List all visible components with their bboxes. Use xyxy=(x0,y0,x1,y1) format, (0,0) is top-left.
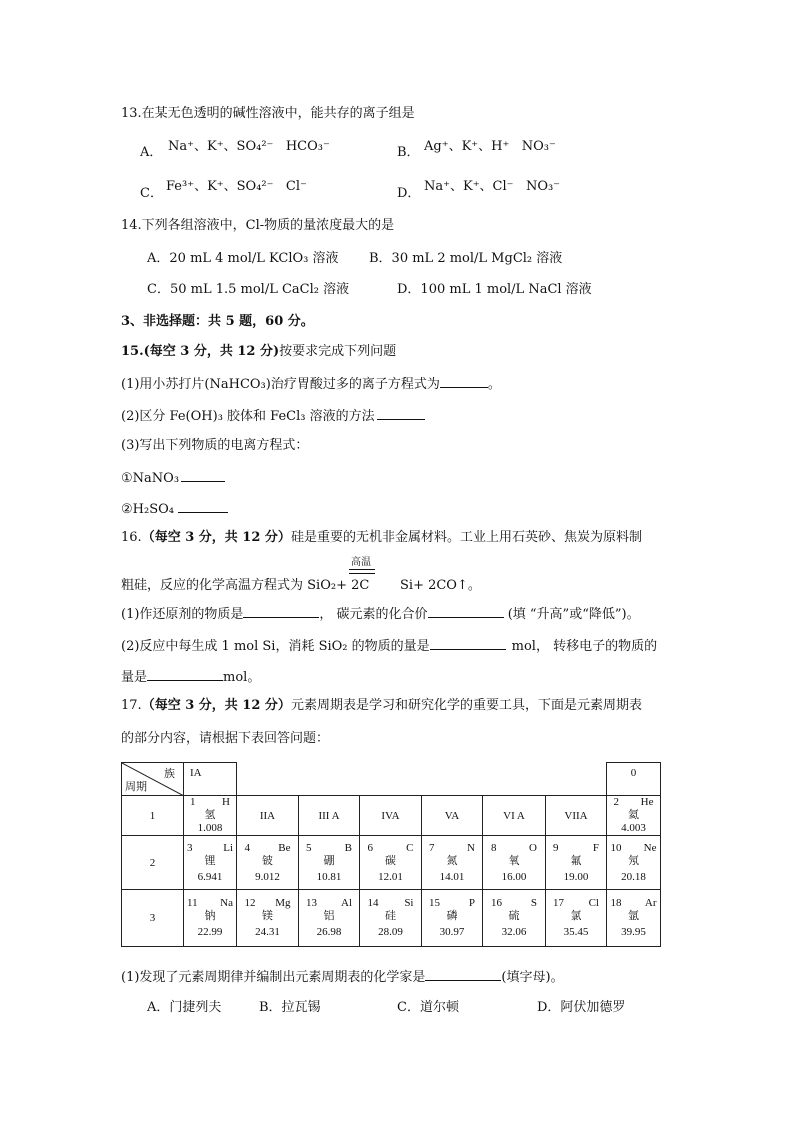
q17-intro-2: 的部分内容，请根据下表回答问题： xyxy=(121,731,330,746)
q16-score: （每空 3 分，共 12 分） xyxy=(141,530,291,545)
corner-period-label: 周期 xyxy=(125,781,147,793)
q13-option-b[interactable] xyxy=(397,145,420,161)
period-3: 3 xyxy=(122,890,184,947)
q14-stem: 14.下列各组溶液中，Cl-物质的量浓度最大的是 xyxy=(121,218,395,233)
group-header-via: VI A xyxy=(483,796,546,836)
group-header-iia: IIA xyxy=(237,796,299,836)
q15-part1: (1)用小苏打片(NaHCO₃)治疗胃酸过多的离子方程式为 。 xyxy=(121,377,501,392)
group-header-va: VA xyxy=(422,796,483,836)
element-cell: 18 Ar 氩 39.95 xyxy=(607,890,661,947)
q13-option-d[interactable] xyxy=(397,186,420,202)
q15-heading xyxy=(121,344,396,360)
q16-blank-1[interactable] xyxy=(243,605,319,618)
q15-item2: ②H₂SO₄ xyxy=(121,500,228,518)
q16-blank-4[interactable] xyxy=(147,668,223,681)
q17-intro: 17.（每空 3 分，共 12 分）元素周期表是学习和研究化学的重要工具，下面是元素周期表 xyxy=(121,698,642,713)
element-cell: 5 B 硼 10.81 xyxy=(299,836,360,890)
group-header-iiia: III A xyxy=(299,796,360,836)
q16-part3: 量是 mol。 xyxy=(121,670,261,685)
q15-blank-1[interactable] xyxy=(440,375,488,388)
q14-option-c[interactable]: C．50 mL 1.5 mol/L CaCl₂ 溶液 xyxy=(147,282,350,297)
q15-blank-4[interactable] xyxy=(178,500,228,513)
element-cell: 8 O 氧 16.00 xyxy=(483,836,546,890)
q16-part2: (2)反应中每生成 1 mol Si，消耗 SiO₂ 的物质的量是 mol， 转移电子的物质的 xyxy=(121,639,658,654)
q13-d-letter: D． xyxy=(397,186,421,201)
q16-blank-3[interactable] xyxy=(430,637,506,650)
q14-option-d[interactable]: D．100 mL 1 mol/L NaCl 溶液 xyxy=(397,282,592,297)
table-gap xyxy=(237,763,607,796)
q13-b-ions: Ag⁺、K⁺、H⁺ NO₃⁻ xyxy=(424,139,556,154)
q17-option-b[interactable]: B．拉瓦锡 xyxy=(259,1000,321,1015)
q16-equation-left: 粗硅，反应的化学高温方程式为 SiO₂+ 2C xyxy=(121,578,370,593)
q17-sub1: (1)发现了元素周期律并编制出元素周期表的化学家是 (填字母)。 xyxy=(121,970,564,985)
element-cell: 9 F 氟 19.00 xyxy=(546,836,607,890)
q17-blank-1[interactable] xyxy=(425,968,501,981)
element-cell: 16 S 硫 32.06 xyxy=(483,890,546,947)
q17-option-a[interactable]: A．门捷列夫 xyxy=(147,1000,222,1015)
period-2: 2 xyxy=(122,836,184,890)
q13-c-ions: Fe³⁺、K⁺、SO₄²⁻ Cl⁻ xyxy=(166,179,307,194)
group-header-viia: VIIA xyxy=(546,796,607,836)
corner-group-label: 族 xyxy=(164,768,175,780)
q16-part1: (1)作还原剂的物质是 ， 碳元素的化合价 (填 “升高”或“降低”)。 xyxy=(121,607,640,622)
group-header-ia: IA xyxy=(184,763,237,796)
q15-item1: ①NaNO₃ xyxy=(121,469,225,487)
q17-option-d[interactable]: D．阿伏加德罗 xyxy=(537,1000,626,1015)
q13-option-a[interactable] xyxy=(140,145,162,161)
element-cell: 17 Cl 氯 35.45 xyxy=(546,890,607,947)
table-corner xyxy=(122,763,184,796)
period-1: 1 xyxy=(122,796,184,836)
q15-instruction: 按要求完成下列问题 xyxy=(279,344,397,359)
q13-a-ions: Na⁺、K⁺、SO₄²⁻ HCO₃⁻ xyxy=(168,139,330,154)
element-cell: 1 H 氢 1.008 xyxy=(184,796,237,836)
q13-c-letter: C． xyxy=(140,186,163,201)
equals-sign xyxy=(349,569,375,574)
section-3-heading: 3、非选择题：共 5 题，60 分。 xyxy=(121,314,314,329)
element-cell: 3 Li 锂 6.941 xyxy=(184,836,237,890)
element-cell: 15 P 磷 30.97 xyxy=(422,890,483,947)
q15-score: 15.(每空 3 分，共 12 分) xyxy=(121,344,280,359)
q15-part2: (2)区分 Fe(OH)₃ 胶体和 FeCl₃ 溶液的方法 xyxy=(121,407,425,425)
group-header-0: 0 xyxy=(607,763,661,796)
element-cell: 12 Mg 镁 24.31 xyxy=(237,890,299,947)
element-cell: 13 Al 铝 26.98 xyxy=(299,890,360,947)
element-cell: 10 Ne 氖 20.18 xyxy=(607,836,661,890)
q15-blank-3[interactable] xyxy=(181,469,225,482)
element-cell: 7 N 氮 14.01 xyxy=(422,836,483,890)
q14-option-b[interactable]: B．30 mL 2 mol/L MgCl₂ 溶液 xyxy=(369,251,563,266)
q13-b-letter: B． xyxy=(397,145,420,160)
q15-part3: (3)写出下列物质的电离方程式： xyxy=(121,438,309,453)
q16-intro: 16.（每空 3 分，共 12 分）硅是重要的无机非金属材料。工业上用石英砂、焦炭为原料制 xyxy=(121,530,642,545)
reaction-condition: 高温 xyxy=(351,557,371,568)
element-cell: 6 C 碳 12.01 xyxy=(360,836,422,890)
q17-option-c[interactable]: C．道尔顿 xyxy=(397,1000,459,1015)
q17-score: （每空 3 分，共 12 分） xyxy=(141,698,291,713)
element-cell: 14 Si 硅 28.09 xyxy=(360,890,422,947)
element-cell: 4 Be 铍 9.012 xyxy=(237,836,299,890)
q13-d-ions: Na⁺、K⁺、Cl⁻ NO₃⁻ xyxy=(424,179,561,194)
element-cell: 11 Na 钠 22.99 xyxy=(184,890,237,947)
q14-option-a[interactable]: A．20 mL 4 mol/L KClO₃ 溶液 xyxy=(147,251,339,266)
element-cell: 2 He 氦 4.003 xyxy=(607,796,661,836)
q13-stem: 13.在某无色透明的碱性溶液中，能共存的离子组是 xyxy=(121,106,415,121)
group-header-iva: IVA xyxy=(360,796,422,836)
q16-equation-right: Si+ 2CO↑。 xyxy=(400,578,481,593)
q15-blank-2[interactable] xyxy=(377,407,425,420)
q13-option-c[interactable] xyxy=(140,186,163,202)
q16-blank-2[interactable] xyxy=(428,605,504,618)
periodic-table xyxy=(121,762,661,947)
q13-a-letter: A． xyxy=(140,145,163,160)
